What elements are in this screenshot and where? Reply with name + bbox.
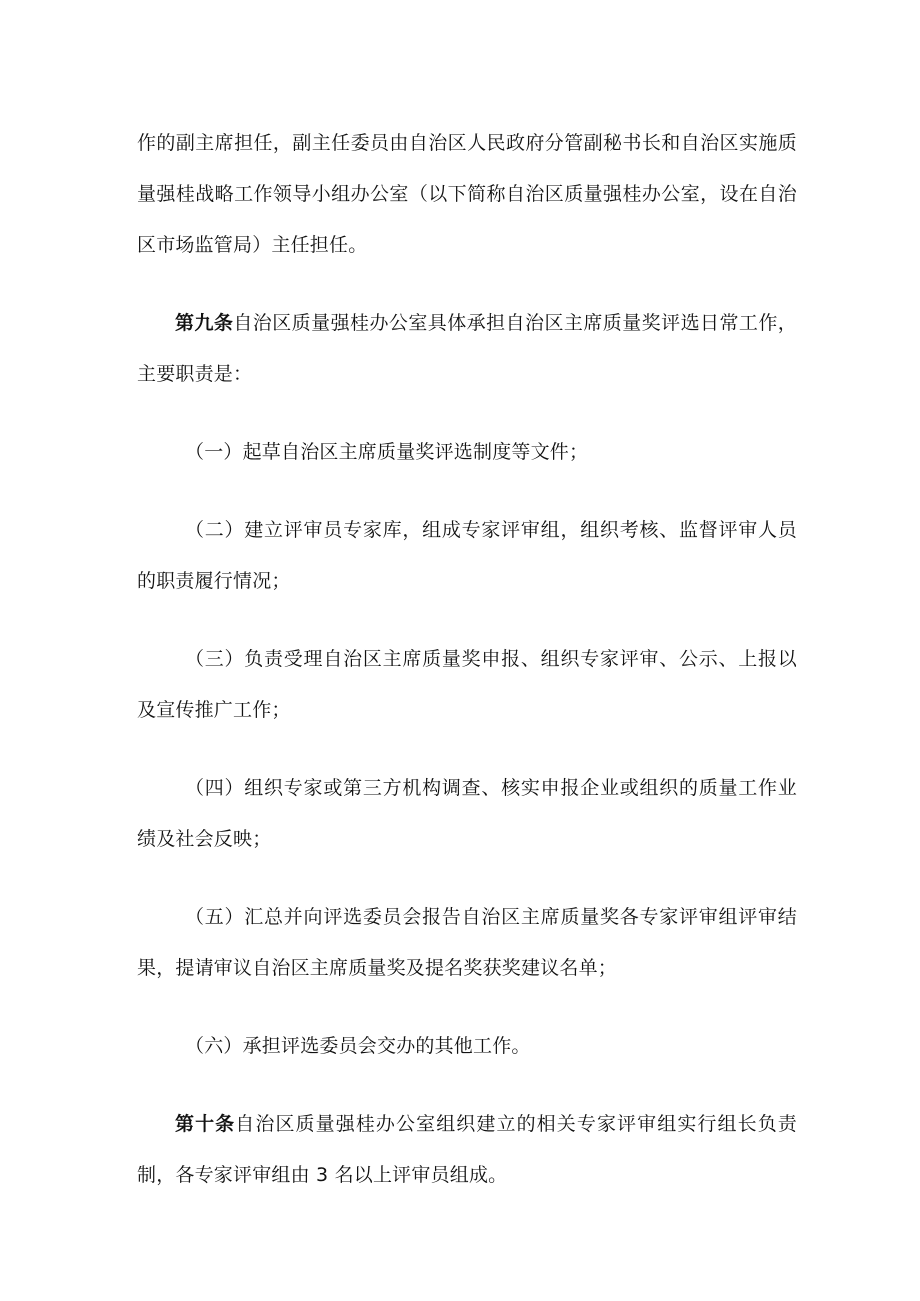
list-item-1: （一）起草自治区主席质量奖评选制度等文件； <box>185 441 589 463</box>
list-item-2: （二）建立评审员专家库，组成专家评审组，组织考核、监督评审人员的职责履行情况； <box>137 519 797 592</box>
document-body <box>137 118 797 1228</box>
article-9-label: 第九条 <box>175 312 234 334</box>
article-9 <box>137 298 797 400</box>
paragraph-continuation: 作的副主席担任，副主任委员由自治区人民政府分管副秘书长和自治区实施质量强桂战略工作领导小组办公室（以下简称自治区质量强桂办公室，设在自治区市场监管局）主任担任。 <box>137 132 797 256</box>
list-item-3: （三）负责受理自治区主席质量奖申报、组织专家评审、公示、上报以及宣传推广工作； <box>137 648 797 721</box>
article-9-text: 自治区质量强桂办公室具体承担自治区主席质量奖评选日常工作，主要职责是： <box>137 312 797 385</box>
article-10 <box>137 1099 797 1201</box>
list-item-5: （五）汇总并向评选委员会报告自治区主席质量奖各专家评审组评审结果，提请审议自治区主席质量奖及提名奖获奖建议名单； <box>137 906 797 979</box>
list-item-6: （六）承担评选委员会交办的其他工作。 <box>185 1035 531 1057</box>
list-item-4: （四）组织专家或第三方机构调查、核实申报企业或组织的质量工作业绩及社会反映； <box>137 777 797 850</box>
article-10-label: 第十条 <box>175 1113 236 1135</box>
article-10-text: 自治区质量强桂办公室组织建立的相关专家评审组实行组长负责制，各专家评审组由 3 名以上评审员组成。 <box>137 1113 797 1186</box>
